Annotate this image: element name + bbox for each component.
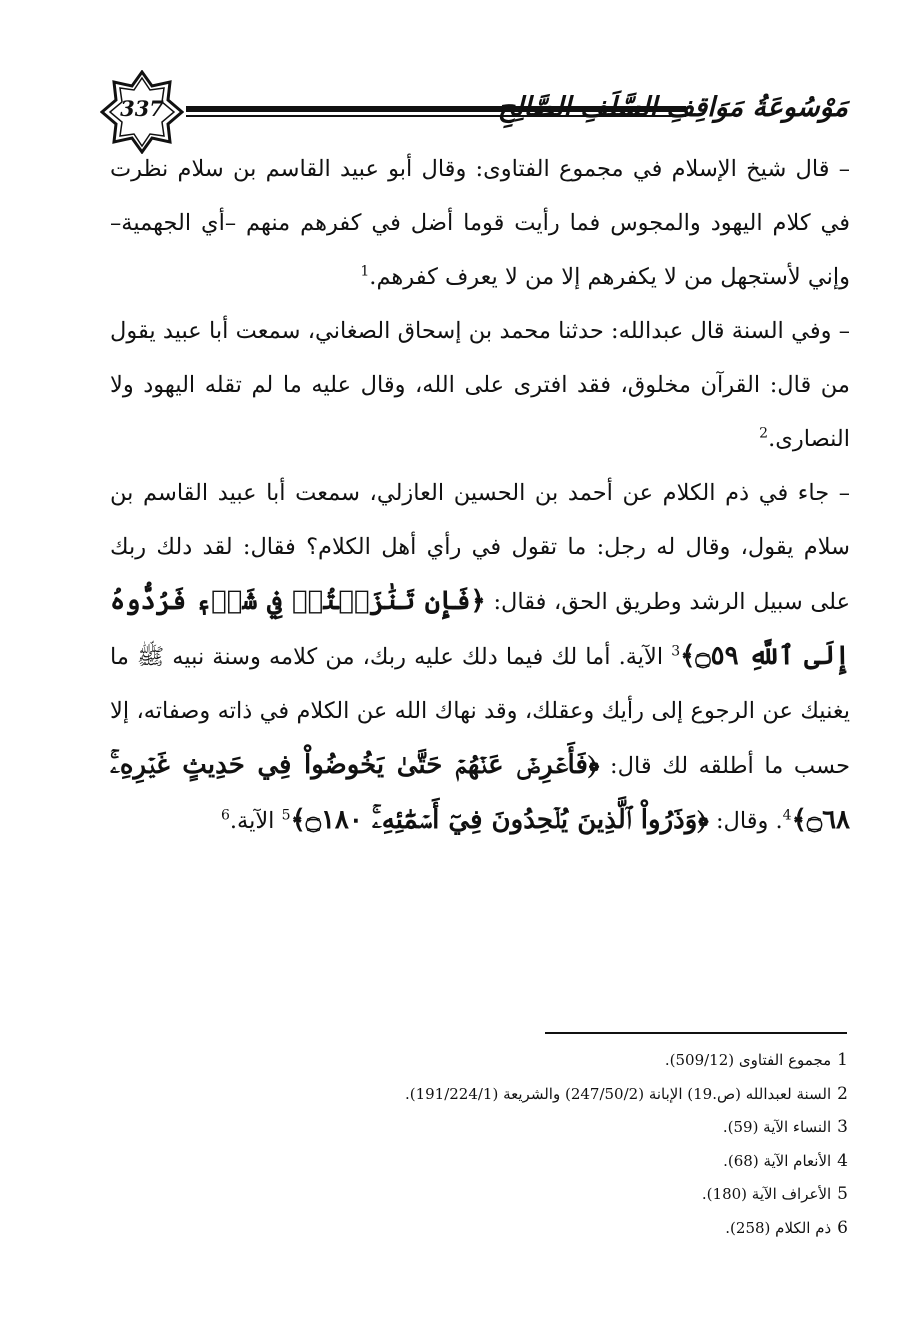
footnote-ref: 1 <box>360 263 370 280</box>
footnote-number: 1 <box>837 1050 848 1070</box>
footnote <box>110 1044 848 1078</box>
footnote-ref: 3 <box>671 643 681 660</box>
footnote-number: 5 <box>837 1184 848 1205</box>
footnotes <box>110 1044 848 1246</box>
paragraph-text: – وفي السنة قال عبدالله: حدثنا محمد بن إسحاق الصغاني، سمعت أبا عبيد يقول من قال: القرآن مخلوق، فقد افترى على الله، وقال عليه ما لم تقله اليهود ولا النصارى. <box>110 318 850 452</box>
footnote-text: ذم الكلام (258). <box>725 1218 832 1237</box>
footnote <box>110 1178 848 1212</box>
paragraph-text: الآية. أما لك فيما دلك عليه ربك، من كلامه وسنة نبيه ﷺ ما يغنيك عن الرجوع إلى رأيك وعقلك، وقد نهاك الله عن الكلام في ذاته وصفاته، إلا حسب ما أطلقه لك قال: <box>110 644 851 779</box>
paragraph <box>110 304 850 466</box>
footnote-text: الأنعام الآية (68). <box>723 1151 832 1170</box>
paragraph-text: . وقال: <box>708 808 783 834</box>
quran-verse: ﴿فَإِن تَنَٰزَعۡتُمۡ فِي شَيۡءٖ فَرُدُّوهُ إِلَى ٱللَّهِ ۝٥٩﴾ <box>110 586 850 671</box>
footnote-ref: 6 <box>220 807 230 824</box>
quran-verse: ﴿فَأَعۡرِضۡ عَنۡهُمۡ حَتَّىٰ يَخُوضُواْ فِي حَدِيثٍ غَيۡرِهِۦۚ ۝٦٨﴾ <box>110 750 850 835</box>
footnote-number: 6 <box>837 1217 848 1238</box>
footnote-text: السنة لعبدالله (ص.19) الإبانة (247/50/2) والشريعة (191/224/1). <box>404 1084 832 1103</box>
paragraph <box>110 466 850 848</box>
footnote-number: 3 <box>837 1117 848 1138</box>
paragraph <box>110 142 850 304</box>
footnote-text: النساء الآية (59). <box>722 1118 832 1137</box>
main-text <box>110 142 850 848</box>
footnote-text: مجموع الفتاوى (509/12). <box>664 1051 832 1069</box>
paragraph-text: الآية. <box>229 808 282 834</box>
paragraph-text: – جاء في ذم الكلام عن أحمد بن الحسين العازلي، سمعت أبا عبيد القاسم بن سلام يقول، وقال له رجل: ما تقول في رأي أهل الكلام؟ فقال: لقد دلك ربك على سبيل الرشد وطريق الحق، فقال: <box>110 480 850 615</box>
footnote <box>110 1212 848 1246</box>
page-header <box>100 70 848 150</box>
footnote <box>110 1111 848 1145</box>
footnote-ref: 2 <box>759 425 769 442</box>
footnote-ref: 4 <box>782 807 792 824</box>
footnote-number: 2 <box>837 1083 848 1104</box>
page-number: 337 <box>120 96 164 121</box>
footnote <box>110 1145 848 1179</box>
footnote-text: الأعراف الآية (180). <box>701 1185 832 1204</box>
footnote-number: 4 <box>837 1150 848 1171</box>
footnote-separator <box>545 1032 847 1034</box>
footnote-ref: 5 <box>281 807 291 824</box>
book-title: مَوْسُوعَةُ مَوَاقِفِ السَّلَفِ الصَّالِحِ <box>497 92 848 123</box>
paragraph-text: – قال شيخ الإسلام في مجموع الفتاوى: وقال أبو عبيد القاسم بن سلام نظرت في كلام اليهود والمجوس فما رأيت قوما أضل في كفرهم منهم –أي الجهمية– وإني لأستجهل من لا يكفرهم إلا من لا يعرف كفرهم. <box>110 156 850 290</box>
footnote <box>110 1078 848 1112</box>
quran-verse: ﴿وَذَرُواْ ٱلَّذِينَ يُلۡحِدُونَ فِيٓ أَسۡمَٰٓئِهِۦۚ ۝١٨٠﴾ <box>290 805 709 835</box>
